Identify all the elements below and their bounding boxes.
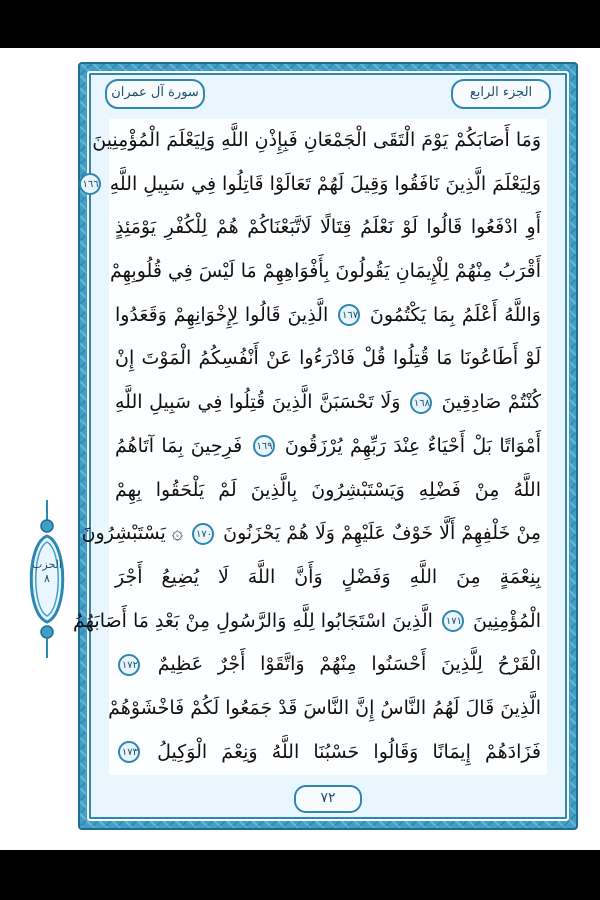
verse-line <box>109 425 547 469</box>
verse-text: أَوِ ادْفَعُوا قَالُوا لَوْ نَعْلَمُ قِتَالًا لَاتَّبَعْنَاكُمْ هُمْ لِلْكُفْرِ يَوْمَئِذٍ <box>115 216 541 239</box>
verse-text: وَمَا أَصَابَكُمْ يَوْمَ الْتَقَى الْجَمْعَانِ فَبِإِذْنِ اللَّهِ وَلِيَعْلَمَ الْمُؤْمِنِينَ <box>92 129 541 151</box>
verse-line <box>109 643 547 687</box>
verse-text: مِنْ خَلْفِهِمْ أَلَّا خَوْفٌ عَلَيْهِمْ وَلَا هُمْ يَحْزَنُونَ <box>223 522 541 545</box>
ayah-number-marker: ١٧٠ <box>192 523 214 545</box>
hizb-ornament <box>24 500 70 658</box>
ayah-number-marker: ١٦٨ <box>410 392 432 414</box>
verse-line <box>109 206 547 250</box>
juz-label: الجزء الرابع <box>451 79 551 109</box>
verse-text: وَلَا تَحْسَبَنَّ الَّذِينَ قُتِلُوا فِي سَبِيلِ اللَّهِ <box>115 391 401 414</box>
verse-line <box>81 512 547 556</box>
verse-line <box>109 687 547 731</box>
verse-line <box>109 250 547 294</box>
verse-text: الْقَرْحُ لِلَّذِينَ أَحْسَنُوا مِنْهُمْ وَاتَّقَوْا أَجْرٌ عَظِيمٌ <box>157 653 542 676</box>
verse-text: أَقْرَبُ مِنْهُمْ لِلْإِيمَانِ يَقُولُونَ بِأَفْوَاهِهِمْ مَا لَيْسَ فِي قُلُوبِهِمْ <box>110 260 541 283</box>
mushaf-page <box>0 48 600 850</box>
ayah-number-marker: ١٧٣ <box>118 741 140 763</box>
verse-text: ۞ يَسْتَبْشِرُونَ <box>81 522 184 545</box>
ayah-number-marker: ١٧٢ <box>118 654 140 676</box>
verse-text: الَّذِينَ اسْتَجَابُوا لِلَّهِ وَالرَّسُولِ مِنْ بَعْدِ مَا أَصَابَهُمُ <box>73 609 433 632</box>
verse-text: اللَّهُ مِنْ فَضْلِهِ وَيَسْتَبْشِرُونَ بِالَّذِينَ لَمْ يَلْحَقُوا بِهِمْ <box>115 478 541 501</box>
surah-name-label: سورة آل عمران <box>105 79 205 109</box>
verse-text: الَّذِينَ قَالُوا لِإِخْوَانِهِمْ وَقَعَدُوا <box>115 303 329 326</box>
verse-line <box>109 469 547 513</box>
verse-text: كُنْتُمْ صَادِقِينَ <box>441 391 542 414</box>
verse-text: لَوْ أَطَاعُونَا مَا قُتِلُوا قُلْ فَادْرَءُوا عَنْ أَنْفُسِكُمُ الْمَوْتَ إِنْ <box>115 347 541 370</box>
verse-text: وَاللَّهُ أَعْلَمُ بِمَا يَكْتُمُونَ <box>369 303 541 326</box>
verse-text: وَلِيَعْلَمَ الَّذِينَ نَافَقُوا وَقِيلَ لَهُمْ تَعَالَوْا قَاتِلُوا فِي سَبِيلِ اللَّهِ <box>109 172 541 195</box>
verse-line <box>92 119 547 163</box>
hizb-number: ٨ <box>44 572 50 585</box>
verse-text: الْمُؤْمِنِينَ <box>473 609 541 632</box>
inner-border <box>73 71 569 821</box>
verse-line <box>109 556 547 600</box>
ayah-number-marker: ١٦٧ <box>338 304 360 326</box>
hizb-label <box>24 558 70 586</box>
page-header <box>105 79 551 107</box>
verse-line <box>109 337 547 381</box>
verse-line <box>73 600 547 644</box>
verse-text: بِنِعْمَةٍ مِنَ اللَّهِ وَفَضْلٍ وَأَنَّ اللَّهَ لَا يُضِيعُ أَجْرَ <box>115 565 541 588</box>
quran-text-area <box>73 119 547 775</box>
verse-line <box>109 294 547 338</box>
verse-text: أَمْوَاتًا بَلْ أَحْيَاءٌ عِنْدَ رَبِّهِمْ يُرْزَقُونَ <box>284 434 541 457</box>
verse-text: الَّذِينَ قَالَ لَهُمُ النَّاسُ إِنَّ النَّاسَ قَدْ جَمَعُوا لَكُمْ فَاخْشَوْهُمْ <box>108 696 541 719</box>
ayah-number-marker: ١٦٩ <box>253 435 275 457</box>
ayah-number-marker: ١٧١ <box>442 610 464 632</box>
page-number: ٧٢ <box>294 785 362 813</box>
verse-line <box>109 381 547 425</box>
verse-text: فَرِحِينَ بِمَا آتَاهُمُ <box>115 434 243 457</box>
hizb-word: الحزب <box>32 558 62 571</box>
ayah-number-marker: ١٦٦ <box>79 173 101 195</box>
ornamental-frame <box>73 62 578 830</box>
verse-line <box>109 731 547 775</box>
verse-text: فَزَادَهُمْ إِيمَانًا وَقَالُوا حَسْبُنَا اللَّهُ وَنِعْمَ الْوَكِيلُ <box>157 740 541 763</box>
verse-line <box>82 163 547 207</box>
